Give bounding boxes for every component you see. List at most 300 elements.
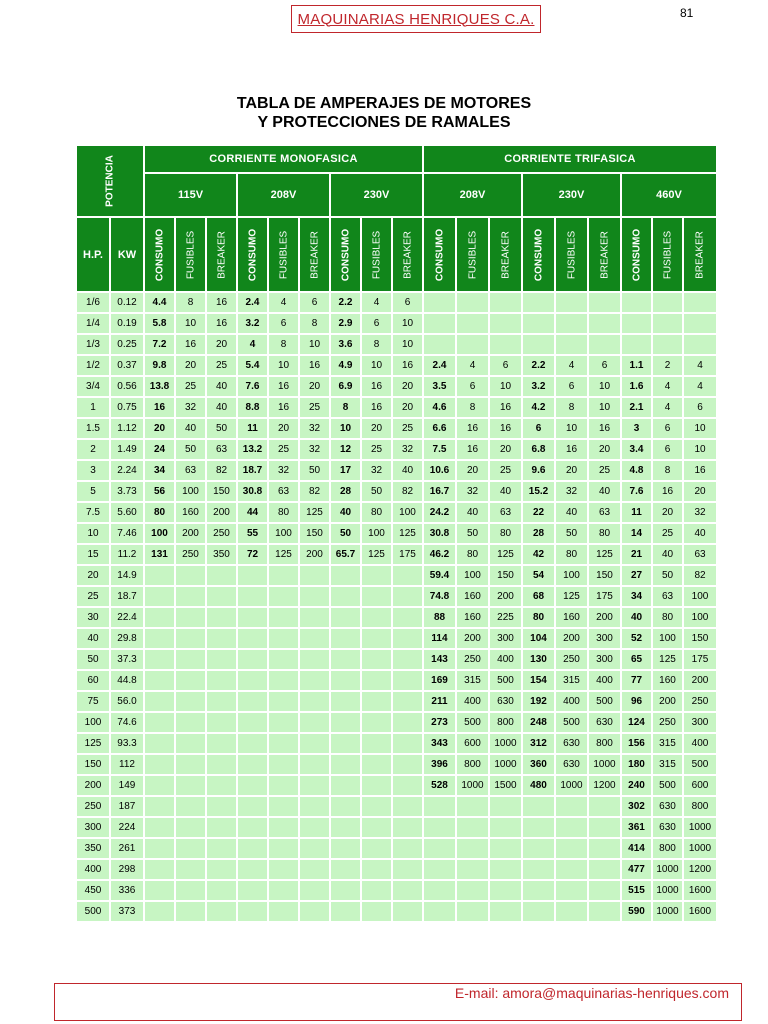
table-row xyxy=(77,776,716,795)
table-cell xyxy=(176,860,205,879)
table-cell xyxy=(362,776,391,795)
table-cell: 396 xyxy=(424,755,455,774)
table-cell: 37.3 xyxy=(111,650,143,669)
table-cell xyxy=(207,650,236,669)
table-cell: 6 xyxy=(362,314,391,333)
table-cell: 400 xyxy=(77,860,109,879)
table-cell: 6 xyxy=(556,377,587,396)
table-cell: 16 xyxy=(457,419,488,438)
table-cell: 1000 xyxy=(490,734,521,753)
table-cell: 32 xyxy=(393,440,422,459)
table-cell: 10 xyxy=(176,314,205,333)
table-cell: 25 xyxy=(77,587,109,606)
voltage-header: 115V xyxy=(145,174,236,216)
table-cell: 80 xyxy=(457,545,488,564)
table-cell xyxy=(556,818,587,837)
table-cell: 298 xyxy=(111,860,143,879)
table-cell: 10 xyxy=(684,440,716,459)
table-cell: 480 xyxy=(523,776,554,795)
table-cell: 40 xyxy=(207,398,236,417)
table-cell: 80 xyxy=(362,503,391,522)
table-cell xyxy=(176,692,205,711)
table-row xyxy=(77,860,716,879)
table-cell: 42 xyxy=(523,545,554,564)
table-cell: 80 xyxy=(589,524,620,543)
table-cell: 156 xyxy=(622,734,651,753)
table-cell: 14 xyxy=(622,524,651,543)
table-cell: 10 xyxy=(393,335,422,354)
table-cell: 630 xyxy=(589,713,620,732)
table-cell xyxy=(331,881,360,900)
table-cell xyxy=(207,692,236,711)
table-cell: 3.5 xyxy=(424,377,455,396)
table-cell xyxy=(523,860,554,879)
table-cell: 7.5 xyxy=(424,440,455,459)
table-row xyxy=(77,650,716,669)
table-cell: 175 xyxy=(589,587,620,606)
table-cell: 2.2 xyxy=(331,293,360,312)
table-cell: 4 xyxy=(653,398,682,417)
table-cell: 20 xyxy=(300,377,329,396)
table-cell: 500 xyxy=(77,902,109,921)
table-cell xyxy=(238,566,267,585)
table-cell xyxy=(362,566,391,585)
table-cell: 32 xyxy=(556,482,587,501)
table-cell: 8 xyxy=(176,293,205,312)
subcol-label: FUSIBLES xyxy=(371,230,382,279)
subcol-label: BREAKER xyxy=(694,230,706,279)
table-cell xyxy=(207,818,236,837)
table-cell: 1000 xyxy=(684,839,716,858)
table-cell xyxy=(269,692,298,711)
subcol-header-consumo xyxy=(622,218,651,291)
table-cell xyxy=(207,734,236,753)
table-cell xyxy=(269,608,298,627)
table-cell: 40 xyxy=(331,503,360,522)
table-cell xyxy=(269,629,298,648)
table-cell xyxy=(457,293,488,312)
table-cell: 16 xyxy=(269,377,298,396)
table-cell xyxy=(145,734,174,753)
table-cell xyxy=(457,839,488,858)
table-cell: 250 xyxy=(457,650,488,669)
table-cell: 4.9 xyxy=(331,356,360,375)
table-cell: 22 xyxy=(523,503,554,522)
table-cell: 16 xyxy=(207,314,236,333)
table-cell: 800 xyxy=(684,797,716,816)
table-cell: 63 xyxy=(589,503,620,522)
subcol-header-consumo xyxy=(523,218,554,291)
table-cell: 4.2 xyxy=(523,398,554,417)
table-cell xyxy=(393,818,422,837)
table-cell: 20 xyxy=(653,503,682,522)
table-cell: 300 xyxy=(589,650,620,669)
table-cell: 13.2 xyxy=(238,440,267,459)
table-cell: 800 xyxy=(589,734,620,753)
table-row xyxy=(77,419,716,438)
table-cell: 32 xyxy=(176,398,205,417)
table-cell: 160 xyxy=(556,608,587,627)
table-cell: 25 xyxy=(589,461,620,480)
table-cell: 100 xyxy=(77,713,109,732)
table-cell: 2.1 xyxy=(622,398,651,417)
table-cell xyxy=(207,587,236,606)
table-cell: 9.6 xyxy=(523,461,554,480)
table-cell xyxy=(300,734,329,753)
voltage-header: 208V xyxy=(238,174,329,216)
table-cell: 600 xyxy=(684,776,716,795)
table-cell: 343 xyxy=(424,734,455,753)
table-cell xyxy=(145,671,174,690)
table-cell xyxy=(300,587,329,606)
table-cell: 52 xyxy=(622,629,651,648)
table-cell xyxy=(331,797,360,816)
table-cell: 1200 xyxy=(684,860,716,879)
table-cell: 250 xyxy=(207,524,236,543)
table-cell xyxy=(269,839,298,858)
kw-header: KW xyxy=(111,218,143,291)
table-cell: 16 xyxy=(393,356,422,375)
subcol-header-consumo xyxy=(331,218,360,291)
table-cell xyxy=(207,755,236,774)
table-cell: 112 xyxy=(111,755,143,774)
table-cell xyxy=(653,293,682,312)
table-cell: 187 xyxy=(111,797,143,816)
mono-header: CORRIENTE MONOFASICA xyxy=(145,146,422,172)
table-cell: 50 xyxy=(362,482,391,501)
table-cell: 1600 xyxy=(684,881,716,900)
table-cell: 29.8 xyxy=(111,629,143,648)
table-cell: 44 xyxy=(238,503,267,522)
table-cell: 0.75 xyxy=(111,398,143,417)
table-cell xyxy=(424,881,455,900)
table-cell: 10 xyxy=(77,524,109,543)
table-cell xyxy=(145,776,174,795)
table-cell xyxy=(589,293,620,312)
table-cell xyxy=(362,839,391,858)
table-row xyxy=(77,566,716,585)
table-cell: 6 xyxy=(653,419,682,438)
subcol-label: FUSIBLES xyxy=(185,230,196,279)
table-cell: 528 xyxy=(424,776,455,795)
table-cell xyxy=(238,755,267,774)
table-cell: 160 xyxy=(457,587,488,606)
table-cell: 4 xyxy=(556,356,587,375)
table-cell: 20 xyxy=(393,377,422,396)
table-cell: 150 xyxy=(300,524,329,543)
table-cell: 10 xyxy=(589,377,620,396)
table-cell: 4.4 xyxy=(145,293,174,312)
table-cell xyxy=(207,713,236,732)
table-cell: 1/3 xyxy=(77,335,109,354)
table-cell xyxy=(362,671,391,690)
table-cell xyxy=(269,776,298,795)
table-cell: 500 xyxy=(490,671,521,690)
table-cell: 10 xyxy=(684,419,716,438)
table-cell xyxy=(207,797,236,816)
table-cell xyxy=(300,566,329,585)
table-cell xyxy=(331,629,360,648)
table-cell: 82 xyxy=(300,482,329,501)
table-cell xyxy=(362,587,391,606)
table-cell: 80 xyxy=(145,503,174,522)
table-cell: 175 xyxy=(393,545,422,564)
table-cell: 250 xyxy=(176,545,205,564)
table-cell xyxy=(490,860,521,879)
table-cell: 630 xyxy=(653,818,682,837)
table-cell: 300 xyxy=(684,713,716,732)
table-cell: 515 xyxy=(622,881,651,900)
table-cell: 9.8 xyxy=(145,356,174,375)
table-cell: 125 xyxy=(269,545,298,564)
table-row xyxy=(77,755,716,774)
table-cell: 4 xyxy=(684,356,716,375)
table-cell: 72 xyxy=(238,545,267,564)
table-cell: 50 xyxy=(300,461,329,480)
table-cell: 93.3 xyxy=(111,734,143,753)
subcol-label: BREAKER xyxy=(599,230,610,279)
subcol-label: CONSUMO xyxy=(631,228,642,281)
table-cell xyxy=(269,755,298,774)
table-cell: 4 xyxy=(653,377,682,396)
table-cell xyxy=(145,713,174,732)
table-cell: 350 xyxy=(77,839,109,858)
table-cell xyxy=(589,881,620,900)
table-cell: 16 xyxy=(362,377,391,396)
table-cell: 40 xyxy=(653,545,682,564)
table-cell: 1000 xyxy=(556,776,587,795)
table-cell xyxy=(393,860,422,879)
table-cell: 40 xyxy=(490,482,521,501)
table-cell: 32 xyxy=(362,461,391,480)
table-cell: 20 xyxy=(176,356,205,375)
table-cell xyxy=(145,818,174,837)
table-cell: 27 xyxy=(622,566,651,585)
table-cell: 25 xyxy=(176,377,205,396)
table-cell xyxy=(300,776,329,795)
table-cell: 34 xyxy=(145,461,174,480)
table-cell: 20 xyxy=(457,461,488,480)
table-cell: 10 xyxy=(589,398,620,417)
table-cell: 100 xyxy=(145,524,174,543)
table-cell: 630 xyxy=(490,692,521,711)
table-cell: 11.2 xyxy=(111,545,143,564)
table-cell: 130 xyxy=(523,650,554,669)
table-cell xyxy=(176,713,205,732)
table-cell: 124 xyxy=(622,713,651,732)
table-cell: 15.2 xyxy=(523,482,554,501)
table-cell: 50 xyxy=(77,650,109,669)
table-cell xyxy=(424,335,455,354)
table-cell xyxy=(331,608,360,627)
table-cell xyxy=(176,587,205,606)
table-cell xyxy=(331,566,360,585)
table-cell: 50 xyxy=(457,524,488,543)
table-cell: 25 xyxy=(653,524,682,543)
table-cell: 400 xyxy=(589,671,620,690)
table-cell xyxy=(362,650,391,669)
table-cell: 7.6 xyxy=(238,377,267,396)
table-cell: 24 xyxy=(145,440,174,459)
table-cell xyxy=(393,797,422,816)
table-cell: 16 xyxy=(269,398,298,417)
table-cell: 28 xyxy=(523,524,554,543)
table-cell: 32 xyxy=(269,461,298,480)
table-cell: 200 xyxy=(457,629,488,648)
table-cell: 6.8 xyxy=(523,440,554,459)
table-cell xyxy=(300,713,329,732)
table-cell: 4.6 xyxy=(424,398,455,417)
table-cell: 100 xyxy=(556,566,587,585)
table-cell xyxy=(523,839,554,858)
table-cell xyxy=(176,629,205,648)
footer xyxy=(54,983,742,1021)
table-cell: 21 xyxy=(622,545,651,564)
table-cell xyxy=(300,902,329,921)
table-cell: 10 xyxy=(362,356,391,375)
table-row xyxy=(77,482,716,501)
table-cell: 15 xyxy=(77,545,109,564)
table-cell: 800 xyxy=(490,713,521,732)
table-cell: 10 xyxy=(269,356,298,375)
table-cell xyxy=(424,818,455,837)
table-cell: 6 xyxy=(393,293,422,312)
table-cell xyxy=(556,902,587,921)
table-cell: 5 xyxy=(77,482,109,501)
table-cell: 600 xyxy=(457,734,488,753)
table-cell: 63 xyxy=(207,440,236,459)
table-cell xyxy=(176,734,205,753)
table-cell: 3.73 xyxy=(111,482,143,501)
table-cell xyxy=(145,650,174,669)
table-cell: 169 xyxy=(424,671,455,690)
table-cell xyxy=(362,797,391,816)
subcol-header-breaker xyxy=(207,218,236,291)
table-cell: 16 xyxy=(556,440,587,459)
table-cell xyxy=(176,650,205,669)
table-cell: 6 xyxy=(684,398,716,417)
table-cell: 6 xyxy=(300,293,329,312)
table-cell xyxy=(145,860,174,879)
table-cell: 30 xyxy=(77,608,109,627)
table-cell: 65.7 xyxy=(331,545,360,564)
table-cell: 56.0 xyxy=(111,692,143,711)
table-cell: 80 xyxy=(653,608,682,627)
table-cell xyxy=(424,839,455,858)
table-cell: 16 xyxy=(490,419,521,438)
table-cell xyxy=(622,293,651,312)
table-cell: 373 xyxy=(111,902,143,921)
subcol-label: CONSUMO xyxy=(533,228,544,281)
table-cell: 16 xyxy=(145,398,174,417)
table-cell xyxy=(393,566,422,585)
table-cell xyxy=(393,839,422,858)
table-cell: 1.6 xyxy=(622,377,651,396)
voltage-header: 230V xyxy=(331,174,422,216)
table-cell: 32 xyxy=(300,440,329,459)
table-cell xyxy=(269,797,298,816)
table-cell: 20 xyxy=(207,335,236,354)
table-cell xyxy=(300,671,329,690)
table-cell: 75 xyxy=(77,692,109,711)
table-cell xyxy=(331,734,360,753)
table-cell: 80 xyxy=(490,524,521,543)
table-cell: 10 xyxy=(556,419,587,438)
table-cell xyxy=(523,335,554,354)
table-cell: 1.1 xyxy=(622,356,651,375)
table-row xyxy=(77,713,716,732)
table-cell: 200 xyxy=(77,776,109,795)
table-cell: 8 xyxy=(269,335,298,354)
table-cell: 80 xyxy=(523,608,554,627)
table-cell xyxy=(393,902,422,921)
table-cell: 300 xyxy=(589,629,620,648)
table-cell: 1000 xyxy=(653,881,682,900)
table-cell: 500 xyxy=(589,692,620,711)
table-cell: 16.7 xyxy=(424,482,455,501)
table-cell: 3 xyxy=(77,461,109,480)
table-cell xyxy=(490,797,521,816)
table-cell: 154 xyxy=(523,671,554,690)
table-cell xyxy=(238,587,267,606)
table-cell: 18.7 xyxy=(111,587,143,606)
table-cell: 250 xyxy=(653,713,682,732)
table-cell xyxy=(362,818,391,837)
table-cell: 16 xyxy=(300,356,329,375)
table-cell: 200 xyxy=(684,671,716,690)
table-row xyxy=(77,881,716,900)
table-cell: 20 xyxy=(684,482,716,501)
subcol-label: FUSIBLES xyxy=(566,230,577,279)
table-row xyxy=(77,293,716,312)
table-cell: 32 xyxy=(300,419,329,438)
table-cell: 6 xyxy=(269,314,298,333)
table-cell xyxy=(331,902,360,921)
table-cell xyxy=(490,902,521,921)
table-cell: 30.8 xyxy=(424,524,455,543)
table-cell xyxy=(300,629,329,648)
table-cell xyxy=(145,902,174,921)
table-row xyxy=(77,461,716,480)
table-cell: 315 xyxy=(556,671,587,690)
table-cell: 25 xyxy=(207,356,236,375)
table-cell: 3 xyxy=(622,419,651,438)
table-cell xyxy=(300,650,329,669)
subcol-header-consumo xyxy=(424,218,455,291)
table-cell: 50 xyxy=(176,440,205,459)
table-cell xyxy=(238,776,267,795)
table-cell: 248 xyxy=(523,713,554,732)
subcol-header-breaker xyxy=(589,218,620,291)
table-cell: 20 xyxy=(589,440,620,459)
table-cell: 50 xyxy=(653,566,682,585)
table-cell xyxy=(331,671,360,690)
table-cell xyxy=(393,671,422,690)
table-cell: 125 xyxy=(393,524,422,543)
table-cell xyxy=(238,713,267,732)
table-cell: 315 xyxy=(653,755,682,774)
table-cell: 10.6 xyxy=(424,461,455,480)
table-cell: 2.4 xyxy=(424,356,455,375)
table-cell: 16 xyxy=(653,482,682,501)
table-cell: 28 xyxy=(331,482,360,501)
table-cell xyxy=(269,734,298,753)
table-cell: 40 xyxy=(176,419,205,438)
table-cell: 4 xyxy=(457,356,488,375)
table-cell: 3.2 xyxy=(238,314,267,333)
title-line-2: Y PROTECCIONES DE RAMALES xyxy=(257,114,511,131)
table-cell xyxy=(589,818,620,837)
